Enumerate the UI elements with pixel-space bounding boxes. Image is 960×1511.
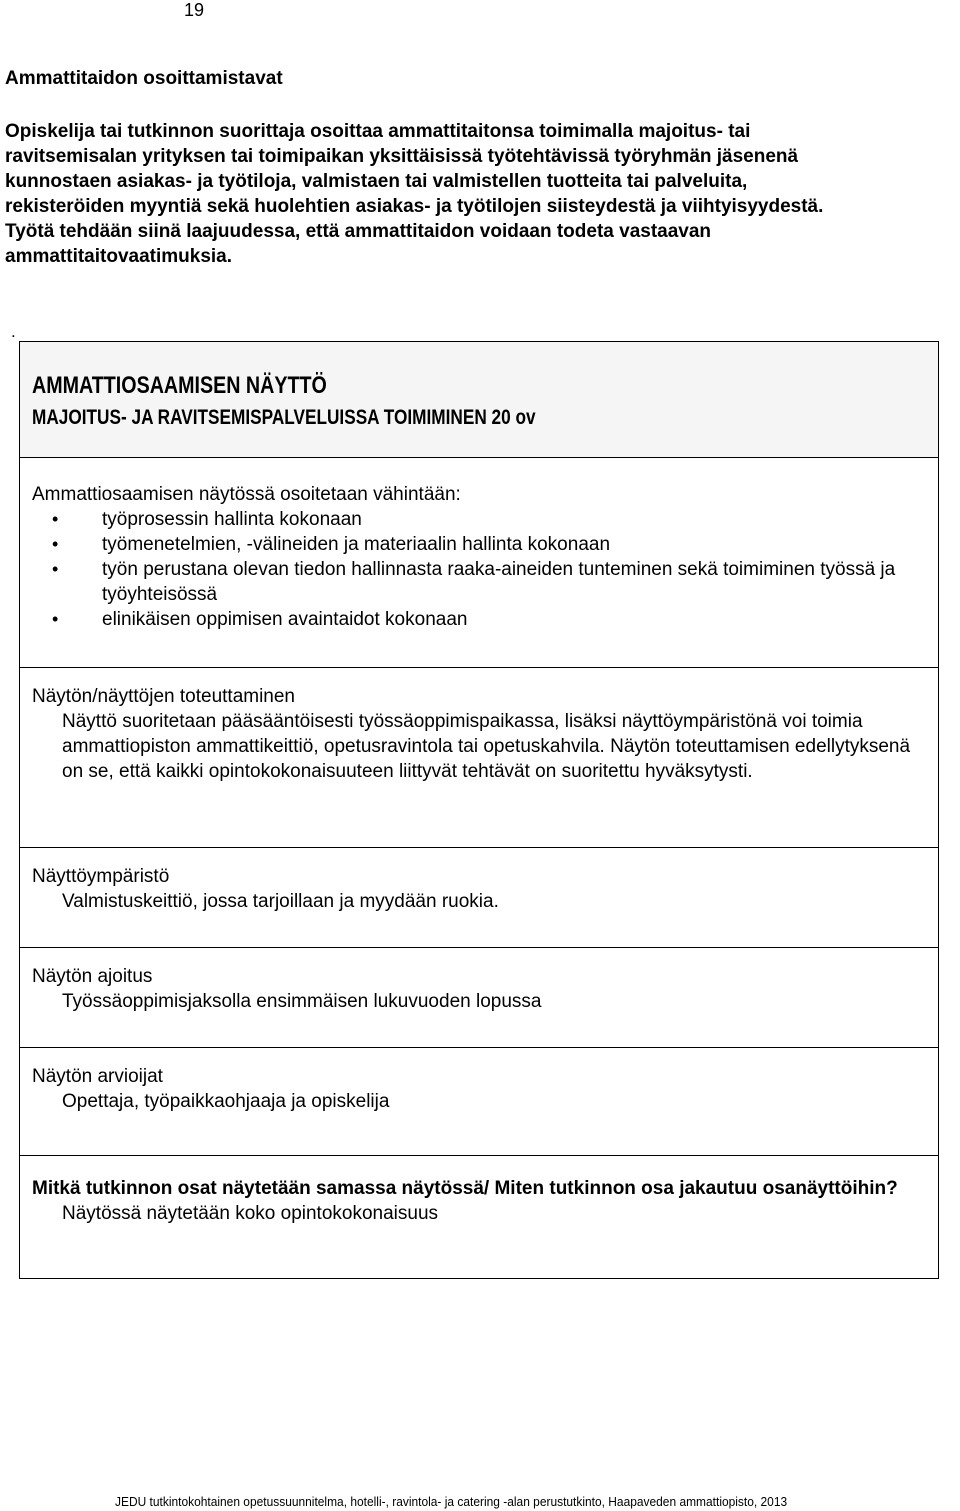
timing-text: Työssäoppimisjaksolla ensimmäisen lukuvuoden lopussa: [62, 991, 542, 1012]
intro-line: ammattitaitovaatimuksia.: [5, 246, 233, 267]
implementation-section: [19, 668, 939, 848]
environment-section: [19, 848, 939, 948]
intro-paragraph: [5, 119, 945, 269]
evaluators-text: Opettaja, työpaikkaohjaaja ja opiskelija: [62, 1091, 390, 1112]
intro-line: kunnostaen asiakas- ja työtiloja, valmistaen tai valmistellen tuotteita tai palveluita,: [5, 171, 748, 192]
page-footer: JEDU tutkintokohtainen opetussuunnitelma, hotelli-, ravintola- ja catering -alan perustutkinto, Haapaveden ammattiopisto, 2013: [115, 1494, 788, 1509]
timing-section: [19, 948, 939, 1048]
implementation-label: Näytön/näyttöjen toteuttaminen: [32, 686, 296, 707]
bullet-icon: •: [52, 509, 59, 529]
intro-line: rekisteröiden myyntiä sekä huolehtien asiakas- ja työtilojen siisteydestä ja viihtyisyydestä.: [5, 196, 824, 217]
requirements-section: [19, 458, 939, 668]
demonstration-header-box: [19, 341, 939, 458]
requirements-label: Ammattiosaamisen näytössä osoitetaan vähintään:: [32, 484, 461, 505]
environment-label: Näyttöympäristö: [32, 866, 170, 887]
stray-dot: .: [11, 322, 16, 341]
list-item: [32, 607, 926, 632]
demonstration-subtitle: MAJOITUS- JA RAVITSEMISPALVELUISSA TOIMIMINEN 20 ov: [32, 406, 536, 429]
timing-label: Näytön ajoitus: [32, 966, 153, 987]
intro-line: Työtä tehdään siinä laajuudessa, että ammattitaidon voidaan todeta vastaavan: [5, 221, 712, 242]
list-item: [32, 557, 926, 607]
environment-text: Valmistuskeittiö, jossa tarjoillaan ja myydään ruokia.: [62, 891, 499, 912]
implementation-text: Näyttö suoritetaan pääsääntöisesti työssäoppimispaikassa, lisäksi näyttöympäristönä voi toimia ammattiopiston ammattikeittiö, opetusravintola tai opetuskahvila. Näytön toteuttamisen edellytyksenä on se, että kaikki opintokokonaisuuteen liittyvät tehtävät on suoritettu hyväksytysti.: [62, 711, 911, 782]
demonstration-title: AMMATTIOSAAMISEN NÄYTTÖ: [32, 372, 327, 399]
requirements-list: [32, 507, 926, 632]
list-item: [32, 532, 926, 557]
list-item-text: elinikäisen oppimisen avaintaidot kokonaan: [102, 609, 468, 630]
list-item-text: työn perustana olevan tiedon hallinnasta raaka-aineiden tunteminen sekä toimiminen työssä ja työyhteisössä: [102, 559, 896, 605]
parts-text: Näytössä näytetään koko opintokokonaisuus: [62, 1203, 439, 1224]
bullet-icon: •: [52, 609, 59, 629]
intro-line: Opiskelija tai tutkinnon suorittaja osoittaa ammattitaitonsa toimimalla majoitus- tai: [5, 121, 751, 142]
list-item-text: työmenetelmien, -välineiden ja materiaalin hallinta kokonaan: [102, 534, 611, 555]
parts-label: Mitkä tutkinnon osat näytetään samassa näytössä/ Miten tutkinnon osa jakautuu osanäyttöihin?: [32, 1178, 898, 1199]
evaluators-section: [19, 1048, 939, 1156]
list-item-text: työprosessin hallinta kokonaan: [102, 509, 362, 530]
page-number: 19: [184, 0, 205, 20]
parts-section: [19, 1156, 939, 1279]
section-heading: Ammattitaidon osoittamistavat: [5, 68, 283, 89]
list-item: [32, 507, 926, 532]
bullet-icon: •: [52, 559, 59, 579]
bullet-icon: •: [52, 534, 59, 554]
evaluators-label: Näytön arvioijat: [32, 1066, 163, 1087]
intro-line: ravitsemisalan yrityksen tai toimipaikan yksittäisissä työtehtävissä työryhmän jäsenenä: [5, 146, 799, 167]
